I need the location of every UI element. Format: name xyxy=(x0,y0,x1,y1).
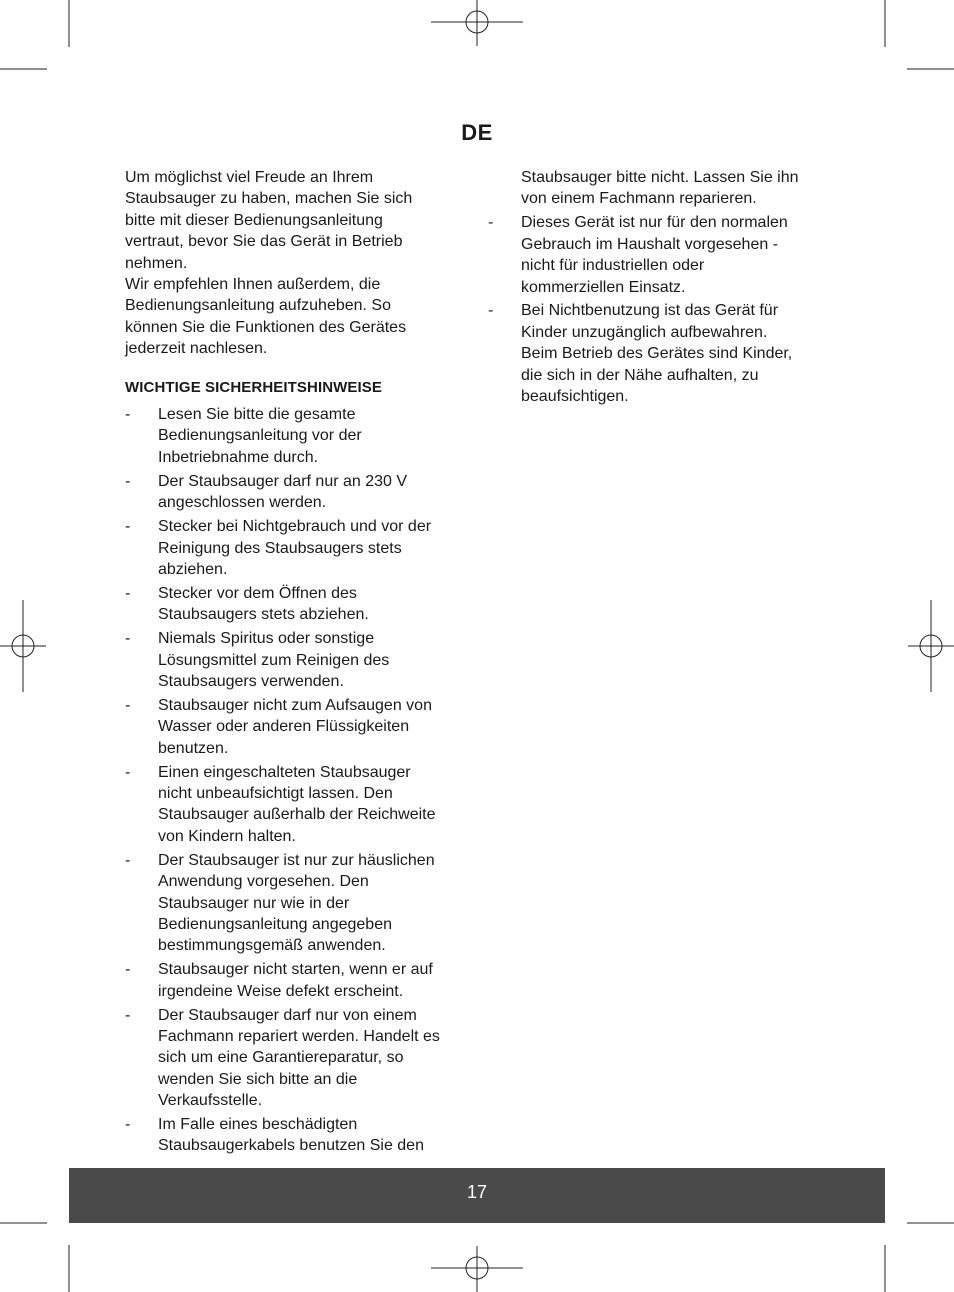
text-line: Staubsauger zu haben, machen Sie sich xyxy=(125,190,413,208)
text-line: Inbetriebnahme durch. xyxy=(158,448,319,466)
list-item xyxy=(125,1005,465,1112)
bullet-dash: - xyxy=(488,214,494,232)
registration-target-left xyxy=(0,600,46,692)
language-code: DE xyxy=(461,120,493,145)
list-item xyxy=(125,1114,465,1157)
text-line: beaufsichtigen. xyxy=(521,388,629,406)
intro-paragraph xyxy=(125,167,465,360)
text-line: kommerziellen Einsatz. xyxy=(521,278,686,296)
bullet-dash: - xyxy=(125,696,131,714)
list-item xyxy=(125,959,465,1002)
list-item xyxy=(125,404,465,468)
bullet-dash: - xyxy=(125,472,131,490)
text-line: Bedienungsanleitung aufzuheben. So xyxy=(125,297,391,315)
text-line: nehmen. xyxy=(125,254,188,272)
bullet-dash: - xyxy=(125,518,131,536)
bullet-dash: - xyxy=(125,406,131,424)
bullet-dash: - xyxy=(125,763,131,781)
list-item xyxy=(125,628,465,692)
left-column xyxy=(125,167,465,1159)
text-line: können Sie die Funktionen des Gerätes xyxy=(125,318,407,336)
list-item xyxy=(125,471,465,514)
list-continuation xyxy=(488,167,823,210)
text-line: Staubsauger nur wie in der xyxy=(158,894,350,912)
text-line: Gebrauch im Haushalt vorgesehen - xyxy=(521,235,779,253)
text-line: Staubsaugers stets abziehen. xyxy=(158,606,369,624)
section-heading: WICHTIGE SICHERHEITSHINWEISE xyxy=(125,378,382,396)
registration-target-right xyxy=(908,600,954,692)
text-line: Kinder unzugänglich aufbewahren. xyxy=(521,323,768,341)
page-number: 17 xyxy=(466,1182,488,1202)
text-line: Stecker bei Nichtgebrauch und vor der xyxy=(158,518,432,536)
text-line: bitte mit dieser Bedienungsanleitung xyxy=(125,211,383,229)
text-line: angeschlossen werden. xyxy=(158,494,327,512)
safety-list-right xyxy=(488,212,823,407)
text-line: nicht unbeaufsichtigt lassen. Den xyxy=(158,784,393,802)
list-item xyxy=(488,212,823,298)
bullet-dash: - xyxy=(125,1116,131,1134)
text-line: Staubsaugers verwenden. xyxy=(158,672,344,690)
text-line: Niemals Spiritus oder sonstige xyxy=(158,630,375,648)
text-line: wenden Sie sich bitte an die xyxy=(158,1070,358,1088)
bullet-dash: - xyxy=(125,851,131,869)
bullet-dash: - xyxy=(125,1006,131,1024)
text-line: Reinigung des Staubsaugers stets xyxy=(158,539,402,557)
safety-list-left xyxy=(125,404,465,1157)
text-line: jederzeit nachlesen. xyxy=(125,340,268,358)
text-line: Staubsaugerkabels benutzen Sie den xyxy=(158,1137,424,1155)
text-line: Bedienungsanleitung vor der xyxy=(158,427,362,445)
text-line: von Kindern halten. xyxy=(158,827,296,845)
text-line: Verkaufsstelle. xyxy=(158,1092,263,1110)
text-line: Beim Betrieb des Gerätes sind Kinder, xyxy=(521,345,793,363)
text-line: bestimmungsgemäß anwenden. xyxy=(158,937,386,955)
text-line: Staubsauger bitte nicht. Lassen Sie ihn xyxy=(521,169,799,186)
text-line: vertraut, bevor Sie das Gerät in Betrieb xyxy=(125,233,403,251)
bullet-dash: - xyxy=(125,961,131,979)
list-item xyxy=(125,516,465,580)
registration-target-bottom xyxy=(431,1246,523,1292)
text-line: Lesen Sie bitte die gesamte xyxy=(158,406,356,424)
bullet-dash: - xyxy=(125,630,131,648)
list-item xyxy=(125,762,465,848)
bullet-dash: - xyxy=(488,302,494,320)
list-item xyxy=(125,695,465,759)
text-line: Dieses Gerät ist nur für den normalen xyxy=(521,214,788,232)
text-line: Der Staubsauger ist nur zur häuslichen xyxy=(158,851,435,869)
text-line: Der Staubsauger darf nur an 230 V xyxy=(158,472,408,490)
text-line: Bedienungsanleitung angegeben xyxy=(158,915,392,933)
bullet-dash: - xyxy=(125,584,131,602)
text-line: Bei Nichtbenutzung ist das Gerät für xyxy=(521,302,779,320)
text-line: Fachmann repariert werden. Handelt es xyxy=(158,1027,440,1045)
footer-bar xyxy=(69,1168,885,1223)
text-line: nicht für industriellen oder xyxy=(521,257,705,275)
text-line: benutzen. xyxy=(158,739,229,757)
text-line: Staubsauger nicht starten, wenn er auf xyxy=(158,961,433,979)
text-line: abziehen. xyxy=(158,560,228,578)
text-line: Wasser oder anderen Flüssigkeiten xyxy=(158,718,410,736)
text-line: Lösungsmittel zum Reinigen des xyxy=(158,651,390,669)
list-item xyxy=(125,583,465,626)
text-line: Wir empfehlen Ihnen außerdem, die xyxy=(125,276,381,294)
text-line: Staubsauger nicht zum Aufsaugen von xyxy=(158,696,432,714)
text-line: Im Falle eines beschädigten xyxy=(158,1116,358,1134)
text-line: von einem Fachmann reparieren. xyxy=(521,190,757,208)
text-line: Anwendung vorgesehen. Den xyxy=(158,873,369,891)
text-line: die sich in der Nähe aufhalten, zu xyxy=(521,366,759,384)
text-line: Staubsauger außerhalb der Reichweite xyxy=(158,806,436,824)
text-line: Der Staubsauger darf nur von einem xyxy=(158,1006,417,1024)
text-line: irgendeine Weise defekt erscheint. xyxy=(158,982,404,1000)
registration-target-top xyxy=(431,0,523,46)
list-item xyxy=(488,300,823,407)
list-item xyxy=(125,850,465,957)
right-column xyxy=(488,167,823,410)
text-line: Um möglichst viel Freude an Ihrem xyxy=(125,169,374,186)
text-line: sich um eine Garantiereparatur, so xyxy=(158,1049,404,1067)
text-line: Stecker vor dem Öffnen des xyxy=(158,584,357,602)
text-line: Einen eingeschalteten Staubsauger xyxy=(158,763,411,781)
